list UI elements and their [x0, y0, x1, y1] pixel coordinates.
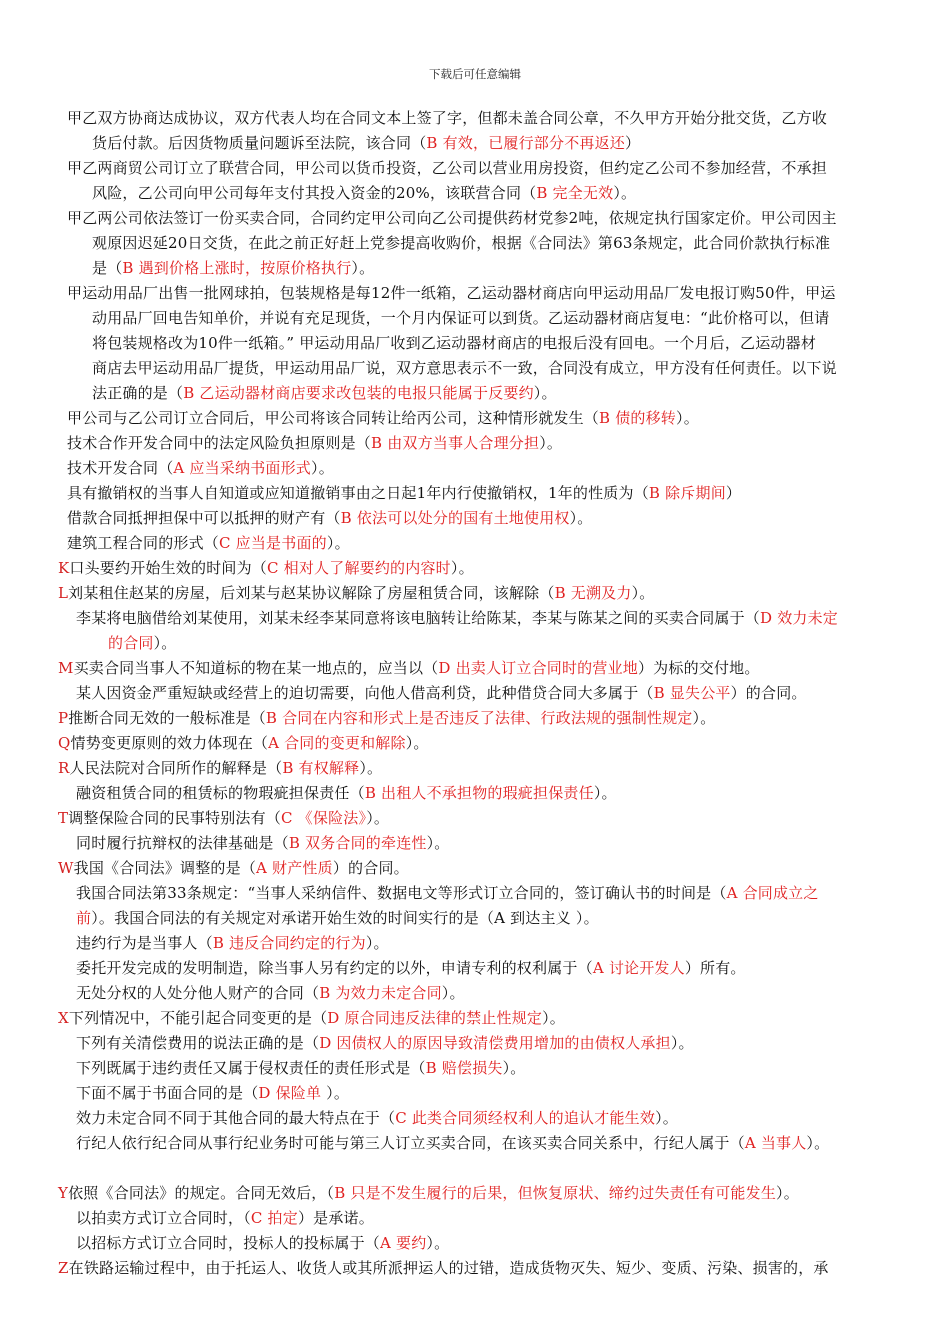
line-text-tail: ）。 [806, 1134, 830, 1152]
line-text: 在铁路运输过程中，由于托运人、收货人或其所派押运人的过错，造成货物灭失、短少、变质、污染、损害的，承 [68, 1259, 829, 1277]
line-text: 技术开发合同（ [67, 459, 174, 477]
line-text: 下列既属于违约责任又属于侵权责任的责任形式是（ [76, 1059, 426, 1077]
line-text: 建筑工程合同的形式（ [67, 534, 220, 552]
line-text: 风险，乙公司向甲公司每年支付其投入资金的20%，该联营合同（ [92, 184, 537, 202]
text-line [67, 534, 350, 552]
line-text-tail: ）。 [366, 809, 390, 827]
line-text: 以招标方式订立合同时，投标人的投标属于（ [76, 1234, 381, 1252]
answer-text: C 应当是书面的 [219, 534, 327, 552]
text-line [58, 759, 382, 777]
text-line [67, 159, 827, 177]
line-text-tail: ）为标的交付地。 [637, 659, 760, 677]
text-line [76, 959, 746, 977]
text-line [67, 484, 741, 502]
text-line [67, 434, 562, 452]
text-line [108, 634, 177, 652]
line-text-tail: ）。 [593, 784, 617, 802]
line-text-tail: ）。 [502, 1059, 526, 1077]
line-text-tail: ）。 [676, 409, 699, 427]
answer-text: D 因债权人的原因导致清偿费用增加的由债权人承担 [319, 1034, 671, 1052]
line-text: 具有撤销权的当事人自知道或应知道撤销事由之日起1年内行使撤销权，1年的性质为（ [67, 484, 649, 502]
line-text: 甲运动用品厂出售一批网球拍，包装规格是每12件一纸箱，乙运动器材商店向甲运动用品厂发电报订购50件，甲运 [67, 284, 836, 302]
answer-text: 前 [76, 909, 92, 927]
answer-text: C 拍定 [250, 1209, 298, 1227]
answer-text: D 原合同违反法律的禁止性规定 [327, 1009, 543, 1027]
line-text: 委托开发完成的发明制造，除当事人另有约定的以外，申请专利的权利属于（ [76, 959, 593, 977]
answer-text: B 债的移转 [599, 409, 677, 427]
line-text: 货后付款。后因货物质量问题诉至法院，该合同（ [92, 134, 427, 152]
line-text-tail: ）。 [441, 984, 465, 1002]
text-line [92, 134, 640, 152]
line-text-tail: ）。 [631, 584, 655, 602]
line-text: 商店去甲运动用品厂提货，甲运动用品厂说，双方意思表示不一致，合同没有成立，甲方没有任何责任。以下说 [92, 359, 837, 377]
text-line [58, 584, 654, 602]
index-letter: M [58, 659, 74, 677]
text-line [76, 884, 819, 902]
text-line [76, 934, 389, 952]
line-text-tail: ）。 [359, 759, 383, 777]
answer-text: B 无溯及力 [554, 584, 632, 602]
line-text-tail: ）。 [613, 184, 637, 202]
text-line [92, 334, 816, 352]
text-line [58, 1184, 799, 1202]
line-text-tail: ）。 [426, 1234, 450, 1252]
answer-text: B 为效力未定合同 [319, 984, 442, 1002]
line-text: 我国《合同法》调整的是（ [73, 859, 257, 877]
line-text: 观原因迟延20日交货，在此之前正好赶上党参提高收购价，根据《合同法》第63条规定，此合同价款执行标准 [92, 234, 831, 252]
answer-text: A 当事人 [744, 1134, 807, 1152]
text-line [92, 259, 374, 277]
line-text-tail: ）。 [426, 834, 450, 852]
line-text-tail: ）。 [311, 459, 334, 477]
line-text-tail: ）。 [365, 934, 389, 952]
line-text-tail: ）所有。 [684, 959, 746, 977]
line-text: 李某将电脑借给刘某使用，刘某未经李某同意将该电脑转让给陈某，李某与陈某之间的买卖合同属于（ [76, 609, 761, 627]
answer-text: D 保险单 [258, 1084, 322, 1102]
line-text: 下面不属于书面合同的是（ [76, 1084, 259, 1102]
line-text: 下列情况中，不能引起合同变更的是（ [68, 1009, 328, 1027]
line-text-tail: ）。 [539, 434, 563, 452]
text-line [76, 1059, 526, 1077]
text-line [58, 859, 409, 877]
text-line [76, 1234, 449, 1252]
line-text-tail: ）。 [542, 1009, 565, 1027]
answer-text: D 出卖人订立合同时的营业地 [438, 659, 638, 677]
line-text-tail: ）是承诺。 [297, 1209, 374, 1227]
line-text-tail: ）。 [153, 634, 177, 652]
text-line [67, 209, 837, 227]
line-text: 融资租赁合同的租赁标的物瑕疵担保责任（ [76, 784, 365, 802]
line-text: 甲乙两公司依法签订一份买卖合同，合同约定甲公司向乙公司提供药材党参2吨，依规定执行国家定价。甲公司因主 [67, 209, 837, 227]
text-line [76, 684, 807, 702]
line-text: 效力未定合同不同于其他合同的最大特点在于（ [76, 1109, 396, 1127]
text-line [58, 809, 389, 827]
line-text-tail: ） [725, 484, 742, 502]
text-line [92, 234, 830, 252]
text-line [76, 1034, 694, 1052]
text-line [76, 609, 838, 627]
text-line [67, 284, 836, 302]
line-text-tail: ）。 [351, 259, 375, 277]
line-text: 动用品厂回电告知单价，并说有充足现货，一个月内保证可以到货。乙运动器材商店复电：“此价格可以，但请 [92, 309, 830, 327]
text-line [58, 1009, 565, 1027]
line-text: 推断合同无效的一般标准是（ [68, 709, 266, 727]
text-line [76, 1209, 374, 1227]
answer-text: B 违反合同约定的行为 [212, 934, 366, 952]
index-letter: R [58, 759, 70, 777]
line-text: 口头要约开始生效的时间为（ [69, 559, 268, 577]
line-text-tail: ）。 [533, 384, 557, 402]
line-text: 将包装规格改为10件一纸箱。” 甲运动用品厂收到乙运动器材商店的电报后没有回电。一个月后，乙运动器材 [92, 334, 817, 352]
line-text: 甲乙两商贸公司订立了联营合同，甲公司以货币投资，乙公司以营业用房投资，但约定乙公司不参加经营，不承担 [67, 159, 828, 177]
answer-text: B 依法可以处分的国有土地使用权 [340, 509, 570, 527]
line-text-tail: ）。 [405, 734, 429, 752]
answer-text: A 讨论开发人 [592, 959, 685, 977]
index-letter: P [58, 709, 69, 727]
answer-text: D 效力未定 [760, 609, 839, 627]
line-text: 无处分权的人处分他人财产的合同（ [76, 984, 320, 1002]
text-line [58, 709, 715, 727]
index-letter: X [58, 1009, 69, 1027]
line-text-tail: ）。我国合同法的有关规定对承诺开始生效的时间实行的是（A 到达主义 ）。 [91, 909, 599, 927]
answer-text: C 《保险法》 [281, 809, 367, 827]
index-letter: K [58, 559, 70, 577]
answer-text: B 双务合同的牵连性 [288, 834, 427, 852]
text-line [67, 509, 593, 527]
index-letter: W [58, 859, 74, 877]
answer-text: B 出租人不承担物的瑕疵担保责任 [364, 784, 594, 802]
line-text-tail: ）的合同。 [332, 859, 409, 877]
line-text-tail: ）。 [692, 709, 716, 727]
line-text: 我国合同法第33条规定：“当事人采纳信件、数据电文等形式订立合同的，签订确认书的时间是（ [76, 884, 727, 902]
line-text: 情势变更原则的效力体现在（ [70, 734, 269, 752]
line-text-tail: ） [625, 134, 641, 152]
line-text: 依照《合同法》的规定。合同无效后，（ [68, 1184, 335, 1202]
answer-text: A 财产性质 [256, 859, 333, 877]
line-text: 是（ [92, 259, 123, 277]
line-text: 人民法院对合同所作的解释是（ [69, 759, 283, 777]
answer-text: B 完全无效 [536, 184, 614, 202]
answer-text: C 相对人了解要约的内容时 [267, 559, 451, 577]
answer-text: B 只是不发生履行的后果，但恢复原状、缔约过失责任有可能发生 [334, 1184, 777, 1202]
line-text-tail: ）。 [326, 534, 350, 552]
line-text-tail: ）。 [776, 1184, 799, 1202]
answer-text: B 由双方当事人合理分担 [371, 434, 540, 452]
answer-text: B 赔偿损失 [425, 1059, 503, 1077]
line-text: 下列有关清偿费用的说法正确的是（ [76, 1034, 320, 1052]
line-text-tail: ）。 [670, 1034, 694, 1052]
text-line [58, 1259, 829, 1277]
answer-text: A 合同的变更和解除 [268, 734, 406, 752]
line-text: 同时履行抗辩权的法律基础是（ [76, 834, 289, 852]
answer-text: 的合同 [108, 634, 154, 652]
line-text-tail: ）的合同。 [730, 684, 807, 702]
text-line [92, 359, 837, 377]
answer-text: B 除斥期间 [648, 484, 726, 502]
line-text: 以拍卖方式订立合同时，（ [76, 1209, 251, 1227]
answer-text: A 应当采纳书面形式 [173, 459, 312, 477]
answer-text: B 遇到价格上涨时，按原价格执行 [122, 259, 352, 277]
answer-text: A 要约 [380, 1234, 427, 1252]
text-line [92, 309, 829, 327]
line-text-tail: ）。 [569, 509, 593, 527]
answer-text: B 合同在内容和形式上是否违反了法律、行政法规的强制性规定 [265, 709, 693, 727]
text-line [76, 834, 450, 852]
page-header: 下载后可任意编辑 [429, 67, 521, 81]
answer-text: B 有效，已履行部分不再返还 [426, 134, 625, 152]
line-text: 借款合同抵押担保中可以抵押的财产有（ [67, 509, 341, 527]
index-letter: L [58, 584, 69, 602]
line-text-tail: ）。 [321, 1084, 350, 1102]
line-text: 行纪人依行纪合同从事行纪业务时可能与第三人订立买卖合同，在该买卖合同关系中，行纪人属于（ [76, 1134, 745, 1152]
line-text: 买卖合同当事人不知道标的物在某一地点的，应当以（ [73, 659, 439, 677]
line-text: 某人因资金严重短缺或经营上的迫切需要，向他人借高利贷，此种借贷合同大多属于（ [76, 684, 654, 702]
answer-text: A 合同成立之 [726, 884, 819, 902]
text-line [76, 984, 465, 1002]
text-line [67, 109, 827, 127]
line-text: 调整保险合同的民事特别法有（ [68, 809, 282, 827]
text-line [58, 734, 429, 752]
index-letter: Q [58, 734, 71, 752]
text-line [92, 184, 636, 202]
answer-text: C 此类合同须经权利人的追认才能生效 [395, 1109, 656, 1127]
text-line [76, 1084, 349, 1102]
answer-text: B 显失公平 [653, 684, 731, 702]
line-text-tail: ）。 [450, 559, 474, 577]
line-text: 甲公司与乙公司订立合同后，甲公司将该合同转让给丙公司，这种情形就发生（ [67, 409, 600, 427]
text-line [92, 384, 557, 402]
index-letter: Z [58, 1259, 69, 1277]
line-text: 法正确的是（ [92, 384, 184, 402]
text-line [76, 1134, 829, 1152]
index-letter: T [58, 809, 69, 827]
line-text: 甲乙双方协商达成协议，双方代表人均在合同文本上签了字，但都未盖合同公章，不久甲方开始分批交货，乙方收 [67, 109, 828, 127]
text-line [58, 659, 760, 677]
text-line [76, 784, 617, 802]
text-line [76, 909, 599, 927]
text-line [58, 559, 474, 577]
answer-text: B 有权解释 [282, 759, 360, 777]
line-text-tail: ）。 [655, 1109, 678, 1127]
text-line [67, 409, 699, 427]
line-text: 技术合作开发合同中的法定风险负担原则是（ [67, 434, 372, 452]
answer-text: B 乙运动器材商店要求改包装的电报只能属于反要约 [183, 384, 534, 402]
line-text: 刘某租住赵某的房屋，后刘某与赵某协议解除了房屋租赁合同，该解除（ [68, 584, 555, 602]
text-line [76, 1109, 678, 1127]
text-line [67, 459, 334, 477]
index-letter: Y [58, 1184, 69, 1202]
line-text: 违约行为是当事人（ [76, 934, 213, 952]
